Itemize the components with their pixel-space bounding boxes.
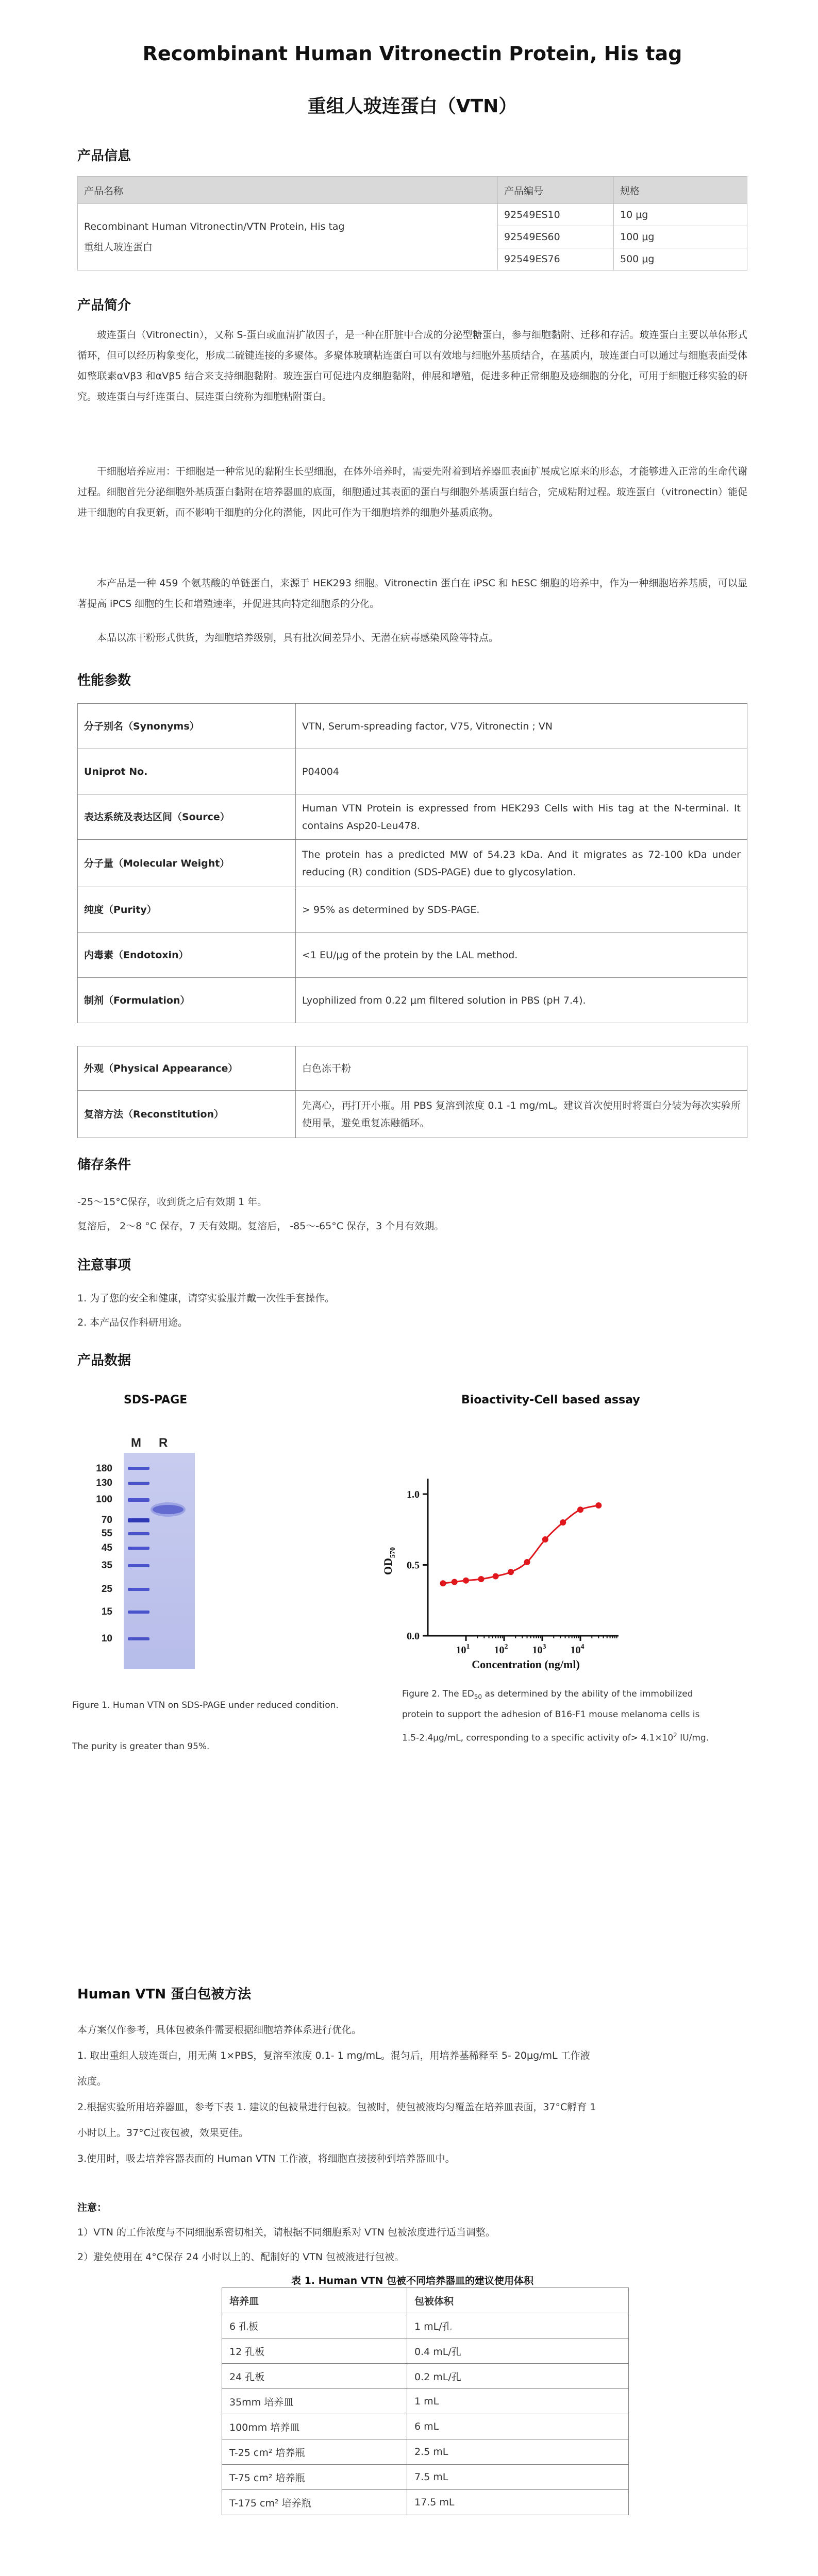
data-point	[440, 1580, 446, 1586]
data-points	[440, 1502, 602, 1586]
product-name-cn: 重组人玻连蛋白	[84, 242, 153, 253]
param-key: 内毒素（Endotoxin）	[78, 933, 296, 978]
data-point	[595, 1502, 602, 1509]
table-header-row	[78, 177, 747, 204]
ladder-band	[128, 1498, 149, 1502]
x-axis-label: Concentration (ng/ml)	[472, 1658, 580, 1671]
marker-label-15: 15	[101, 1606, 112, 1617]
figure-1-caption-line-1: Figure 1. Human VTN on SDS-PAGE under reduced condition.	[72, 1700, 339, 1710]
coating-step-1-cont: 浓度。	[77, 2076, 107, 2087]
intro-paragraph-3: 本产品是一种 459 个氨基酸的单链蛋白，来源于 HEK293 细胞。Vitronectin 蛋白在 iPSC 和 hESC 细胞的培养中，作为一种细胞培养基质，可以显著提高 iPCS 细胞的生长和增殖速率，并促进其向特定细胞系的分化。	[77, 578, 747, 609]
table-row	[222, 2313, 629, 2338]
data-point	[524, 1559, 530, 1565]
storage-line-2: 复溶后， 2～8 °C 保存，7 天有效期。复溶后， -85～-65°C 保存，3 个月有效期。	[77, 1221, 444, 1232]
table-row	[78, 840, 747, 887]
header-code: 产品编号	[498, 177, 614, 204]
param-key: 制剂（Formulation）	[78, 978, 296, 1023]
product-size: 10 μg	[614, 204, 747, 226]
volume-cell: 7.5 mL	[407, 2465, 629, 2490]
data-point	[560, 1519, 566, 1526]
param-value: P04004	[296, 749, 747, 794]
coating-step-3: 3.使用时，吸去培养容器表面的 Human VTN 工作液，将细胞直接接种到培养器皿中。	[77, 2153, 455, 2164]
param-key: 表达系统及表达区间（Source）	[78, 794, 296, 840]
ladder-band	[128, 1588, 149, 1591]
x-tick-label: $10^3$	[532, 1643, 546, 1656]
intro-heading: 产品简介	[77, 298, 131, 313]
product-name-en: Recombinant Human Vitronectin/VTN Protein, His tag	[84, 221, 345, 232]
intro-paragraph-1: 玻连蛋白（Vitronectin），又称 S-蛋白或血清扩散因子，是一种在肝脏中合成的分泌型糖蛋白，参与细胞黏附、迁移和存活。玻连蛋白主要以单体形式循环，但可以经历构象变化，形成二硫键连接的多聚体。多聚体玻璃粘连蛋白可以有效地与细胞外基质结合，在基质内，玻连蛋白可以通过与细胞表面受体如整联素αVβ3 和αVβ5 结合来支持细胞黏附。玻连蛋白可促进内皮细胞黏附，伸展和增殖，促进多种正常细胞及癌细胞的分化，可用于细胞迁移实验的研究。玻连蛋白与纤连蛋白、层连蛋白统称为细胞粘附蛋白。	[77, 329, 747, 402]
param-key: 分子量（Molecular Weight）	[78, 840, 296, 887]
table-header-row	[222, 2288, 629, 2313]
data-point	[542, 1536, 548, 1543]
ladder-band	[128, 1532, 149, 1535]
table-row	[78, 749, 747, 794]
notes-line-2: 2. 本产品仅作科研用途。	[77, 1317, 188, 1328]
product-code: 92549ES10	[498, 204, 614, 226]
params-heading: 性能参数	[77, 673, 131, 688]
figure-2-caption-line-2: protein to support the adhesion of B16-F1 mouse melanoma cells is	[402, 1709, 700, 1720]
table-row	[78, 1046, 747, 1091]
table-row	[78, 978, 747, 1023]
y-axis-label: $OD_{570}$	[381, 1547, 397, 1575]
notes-heading: 注意事项	[77, 1258, 131, 1273]
ladder-band	[128, 1467, 149, 1470]
table-row	[222, 2439, 629, 2465]
marker-label-35: 35	[101, 1560, 112, 1571]
assay-title: Bioactivity-Cell based assay	[461, 1394, 640, 1406]
table-row	[222, 2338, 629, 2364]
marker-label-130: 130	[96, 1478, 112, 1488]
param-value: 白色冻干粉	[296, 1046, 747, 1091]
y-tick-label: 0.0	[407, 1631, 420, 1642]
coating-step-2-cont: 小时以上。37°C过夜包被，效果更佳。	[77, 2127, 248, 2139]
y-tick-label: 0.5	[407, 1560, 420, 1571]
volume-cell: 17.5 mL	[407, 2490, 629, 2515]
product-info-table	[77, 176, 747, 270]
product-name-cell	[78, 204, 498, 270]
coating-note-1: 1）VTN 的工作浓度与不同细胞系密切相关，请根据不同细胞系对 VTN 包被浓度进行适当调整。	[77, 2227, 495, 2238]
gel-lane-label-r: R	[159, 1436, 168, 1450]
table-row	[78, 933, 747, 978]
ladder-band	[128, 1637, 149, 1640]
gel-marker-labels	[96, 1463, 112, 1644]
x-tick-group	[456, 1636, 617, 1656]
volume-cell: 0.4 mL/孔	[407, 2338, 629, 2364]
vessel-cell: T-75 cm² 培养瓶	[222, 2465, 407, 2490]
volume-cell: 1 mL/孔	[407, 2313, 629, 2338]
marker-label-55: 55	[101, 1528, 112, 1539]
param-key: 分子别名（Synonyms）	[78, 704, 296, 749]
vessel-cell: 12 孔板	[222, 2338, 407, 2364]
param-value: 先离心，再打开小瓶。用 PBS 复溶到浓度 0.1 -1 mg/mL。建议首次使用时将蛋白分装为每次实验所使用量，避免重复冻融循环。	[296, 1091, 747, 1138]
data-point	[478, 1576, 484, 1582]
marker-label-45: 45	[101, 1543, 112, 1553]
coating-note-heading: 注意：	[77, 2202, 107, 2213]
coating-step-2: 2.根据实验所用培养器皿，参考下表 1. 建议的包被量进行包被。包被时，使包被液均匀覆盖在培养皿表面，37°C孵育 1	[77, 2102, 596, 2113]
figure-1-caption-line-2: The purity is greater than 95%.	[72, 1741, 210, 1752]
intro-paragraph-4: 本品以冻干粉形式供货，为细胞培养级别，具有批次间差异小、无潜在病毒感染风险等特点。	[97, 632, 499, 643]
coating-step-1: 1. 取出重组人玻连蛋白，用无菌 1×PBS，复溶至浓度 0.1- 1 mg/mL。混匀后，用培养基稀释至 5- 20μg/mL 工作液	[77, 2050, 590, 2061]
gel-background	[124, 1453, 195, 1669]
notes-line-1: 1. 为了您的安全和健康，请穿实验服并戴一次性手套操作。	[77, 1293, 335, 1304]
intro-paragraph-2: 干细胞培养应用：干细胞是一种常见的黏附生长型细胞，在体外培养时，需要先附着到培养器皿表面扩展成它原来的形态，才能够进入正常的生命代谢过程。细胞首先分泌细胞外基质蛋白黏附在培养器皿的底面，细胞通过其表面的蛋白与细胞外基质蛋白结合，完成粘附过程。玻连蛋白（vitronectin）能促进干细胞的自我更新，而不影响干细胞的分化的潜能，因此可作为干细胞培养的细胞外基质底物。	[77, 466, 747, 518]
bioactivity-chart-svg	[371, 1463, 660, 1680]
coating-heading: Human VTN 蛋白包被方法	[77, 1987, 252, 2002]
table-row	[222, 2414, 629, 2439]
volume-cell: 1 mL	[407, 2389, 629, 2414]
data-point	[452, 1579, 458, 1585]
y-tick-label: 1.0	[407, 1489, 420, 1500]
vessel-cell: 100mm 培养皿	[222, 2414, 407, 2439]
param-value: VTN, Serum-spreading factor, V75, Vitronectin ; VN	[296, 704, 747, 749]
sds-page-gel	[81, 1432, 277, 1680]
coating-note-2: 2）避免使用在 4°C保存 24 小时以上的、配制好的 VTN 包被液进行包被。	[77, 2251, 405, 2263]
table-row	[78, 204, 747, 226]
param-key: 外观（Physical Appearance）	[78, 1046, 296, 1091]
table-row	[78, 704, 747, 749]
figure-2-caption-line-3: 1.5-2.4μg/mL, corresponding to a specific activity $of> 4.1\times 10^2$ IU/mg.	[402, 1732, 709, 1743]
params-table-2	[77, 1046, 747, 1138]
header-name: 产品名称	[78, 177, 498, 204]
header-volume: 包被体积	[407, 2288, 629, 2313]
x-tick-label: $10^2$	[494, 1643, 508, 1656]
product-info-heading: 产品信息	[77, 148, 131, 164]
product-size: 500 μg	[614, 248, 747, 270]
table-row	[222, 2389, 629, 2414]
coating-volume-table	[222, 2287, 629, 2515]
param-value: > 95% as determined by SDS-PAGE.	[296, 887, 747, 933]
param-value: <1 EU/μg of the protein by the LAL method.	[296, 933, 747, 978]
title-en: Recombinant Human Vitronectin Protein, His tag	[142, 42, 682, 65]
param-key: 纯度（Purity）	[78, 887, 296, 933]
vessel-cell: 35mm 培养皿	[222, 2389, 407, 2414]
table-row	[222, 2465, 629, 2490]
data-point	[508, 1569, 514, 1575]
marker-label-100: 100	[96, 1494, 112, 1505]
storage-line-1: -25～15°C保存，收到货之后有效期 1 年。	[77, 1196, 268, 1208]
storage-heading: 储存条件	[77, 1157, 131, 1173]
vessel-cell: T-25 cm² 培养瓶	[222, 2439, 407, 2465]
data-point	[577, 1506, 583, 1513]
table-row	[222, 2490, 629, 2515]
volume-cell: 0.2 mL/孔	[407, 2364, 629, 2389]
data-point	[463, 1578, 469, 1584]
vessel-cell: T-175 cm² 培养瓶	[222, 2490, 407, 2515]
table-row	[78, 887, 747, 933]
marker-label-10: 10	[101, 1633, 112, 1644]
coating-table-title: 表 1. Human VTN 包被不同培养器皿的建议使用体积	[291, 2275, 534, 2286]
header-size: 规格	[614, 177, 747, 204]
figure-2-caption-line-1: Figure 2. The $ED_{50}$ as determined by the ability of the immobilized	[402, 1689, 693, 1701]
param-key: 复溶方法（Reconstitution）	[78, 1091, 296, 1138]
table-row	[78, 1091, 747, 1138]
gel-lane-label-m: M	[131, 1436, 141, 1450]
table-row	[222, 2364, 629, 2389]
ladder-band	[128, 1564, 149, 1567]
header-vessel: 培养皿	[222, 2288, 407, 2313]
product-code: 92549ES76	[498, 248, 614, 270]
vessel-cell: 6 孔板	[222, 2313, 407, 2338]
data-point	[493, 1573, 499, 1580]
ladder-band	[128, 1611, 149, 1614]
volume-cell: 6 mL	[407, 2414, 629, 2439]
table-row	[78, 794, 747, 840]
sample-band	[151, 1502, 186, 1517]
bioactivity-chart	[371, 1463, 660, 1680]
product-code: 92549ES60	[498, 226, 614, 248]
marker-label-180: 180	[96, 1463, 112, 1474]
x-tick-label: $10^1$	[456, 1643, 470, 1656]
y-tick-group	[407, 1489, 428, 1642]
marker-label-70: 70	[101, 1515, 112, 1526]
param-value: The protein has a predicted MW of 54.23 kDa. And it migrates as 72-100 kDa under reducing (R) condition (SDS-PAGE) due to glycosylation.	[296, 840, 747, 887]
data-heading: 产品数据	[77, 1353, 131, 1368]
params-table	[77, 703, 747, 1023]
ladder-band	[128, 1482, 149, 1485]
x-tick-label: $10^4$	[570, 1643, 585, 1656]
coating-intro: 本方案仅作参考，具体包被条件需要根据细胞培养体系进行优化。	[77, 2024, 362, 2036]
product-size: 100 μg	[614, 226, 747, 248]
ladder-band	[128, 1518, 149, 1522]
gel-title: SDS-PAGE	[124, 1394, 188, 1406]
param-key: Uniprot No.	[78, 749, 296, 794]
param-value: Human VTN Protein is expressed from HEK293 Cells with His tag at the N-terminal. It contains Asp20-Leu478.	[296, 794, 747, 840]
fit-curve	[443, 1505, 598, 1583]
volume-cell: 2.5 mL	[407, 2439, 629, 2465]
marker-label-25: 25	[101, 1584, 112, 1595]
title-cn: 重组人玻连蛋白（VTN）	[307, 96, 517, 117]
param-value: Lyophilized from 0.22 μm filtered solution in PBS (pH 7.4).	[296, 978, 747, 1023]
ladder-band	[128, 1547, 149, 1550]
vessel-cell: 24 孔板	[222, 2364, 407, 2389]
